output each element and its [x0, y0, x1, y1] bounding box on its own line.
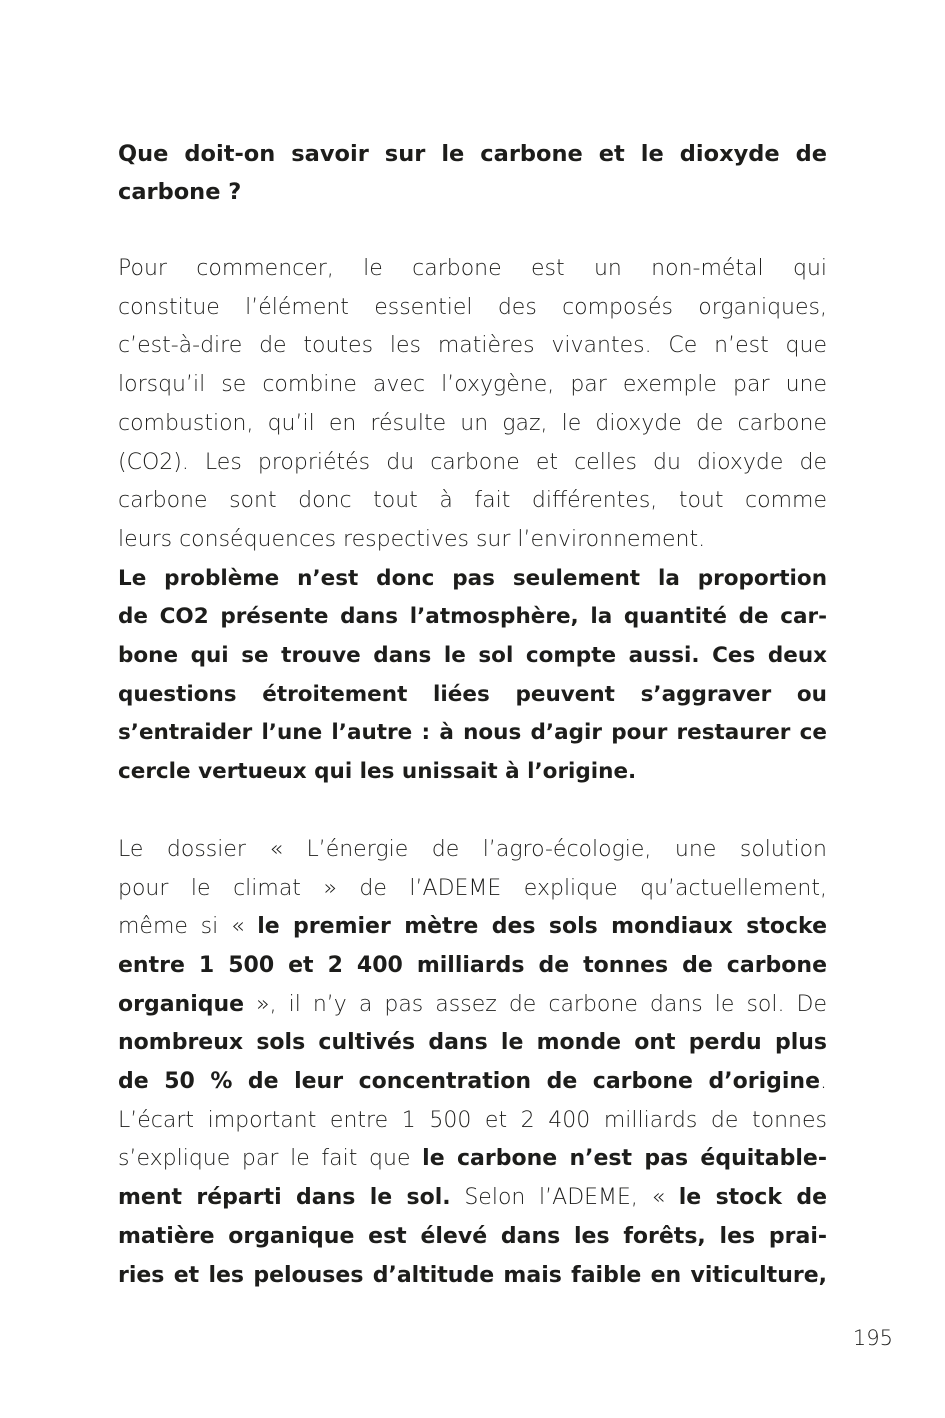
paragraph-ademe — [118, 831, 827, 1295]
bold-run: de 50 % de leur concentration de carbone d’origine — [118, 1069, 820, 1095]
text-run: même si « — [118, 914, 258, 940]
paragraph-gap — [118, 792, 827, 831]
bold-run: le carbone n’est pas équitable- — [422, 1146, 827, 1172]
text-line — [118, 1140, 827, 1179]
paragraph-intro — [118, 250, 827, 560]
text-run: s’explique par le fait que — [118, 1146, 423, 1172]
bold-run: organique — [118, 991, 245, 1017]
text-line: s’entraider l’une l’autre : à nous d’agir pour restaurer ce — [118, 720, 827, 746]
section-heading — [118, 135, 827, 211]
heading-line: Que doit-on savoir sur le carbone et le dioxyde de — [118, 141, 827, 167]
text-line: cercle vertueux qui les unissait à l’origine. — [118, 759, 637, 785]
bold-run: ries et les pelouses d’altitude mais faible en viticulture, — [118, 1262, 827, 1288]
heading-line: carbone ? — [118, 179, 242, 205]
text-run: », il n’y a pas assez de carbone dans le sol. De — [244, 991, 827, 1017]
text-line — [118, 947, 827, 986]
text-line: leurs conséquences respectives sur l’environnement. — [118, 526, 706, 552]
text-line — [118, 1218, 827, 1257]
text-line: de CO2 présente dans l’atmosphère, la quantité de car- — [118, 604, 827, 630]
text-line — [118, 1179, 827, 1218]
bold-run: nombreux sols cultivés dans le monde ont perdu plus — [118, 1030, 827, 1056]
paragraph-emphasis — [118, 560, 827, 792]
text-line: lorsqu’il se combine avec l’oxygène, par exemple par une — [118, 372, 827, 398]
text-line: combustion, qu’il en résulte un gaz, le dioxyde de carbone — [118, 410, 827, 436]
text-line — [118, 1257, 827, 1296]
text-line: carbone sont donc tout à fait différentes, tout comme — [118, 488, 827, 514]
text-line: (CO2). Les propriétés du carbone et celles du dioxyde de — [118, 449, 827, 475]
text-line: pour le climat » de l’ADEME explique qu’actuellement, — [118, 875, 827, 901]
page-number: 195 — [852, 1326, 893, 1350]
page-content — [118, 135, 827, 1295]
bold-run: le stock de — [678, 1185, 827, 1211]
text-line: c’est-à-dire de toutes les matières vivantes. Ce n’est que — [118, 333, 827, 359]
bold-run: matière organique est élevé dans les forêts, les prai- — [118, 1223, 827, 1249]
text-line: bone qui se trouve dans le sol compte aussi. Ces deux — [118, 643, 827, 669]
text-line — [118, 1024, 827, 1063]
text-line: L’écart important entre 1 500 et 2 400 milliards de tonnes — [118, 1107, 827, 1133]
text-line: questions étroitement liées peuvent s’aggraver ou — [118, 681, 827, 707]
text-run: Selon l’ADEME, « — [450, 1185, 679, 1211]
text-line: Le problème n’est donc pas seulement la proportion — [118, 565, 827, 591]
text-line: Le dossier « L’énergie de l’agro-écologie, une solution — [118, 836, 827, 862]
text-run: . — [820, 1069, 827, 1095]
text-line — [118, 1063, 827, 1102]
text-line: constitue l’élément essentiel des composés organiques, — [118, 294, 827, 320]
text-line — [118, 986, 827, 1025]
bold-run: le premier mètre des sols mondiaux stocke — [257, 914, 827, 940]
bold-run: entre 1 500 et 2 400 milliards de tonnes de carbone — [118, 952, 827, 978]
bold-run: ment réparti dans le sol. — [118, 1185, 451, 1211]
text-line — [118, 908, 827, 947]
text-line: Pour commencer, le carbone est un non-métal qui — [118, 256, 827, 281]
